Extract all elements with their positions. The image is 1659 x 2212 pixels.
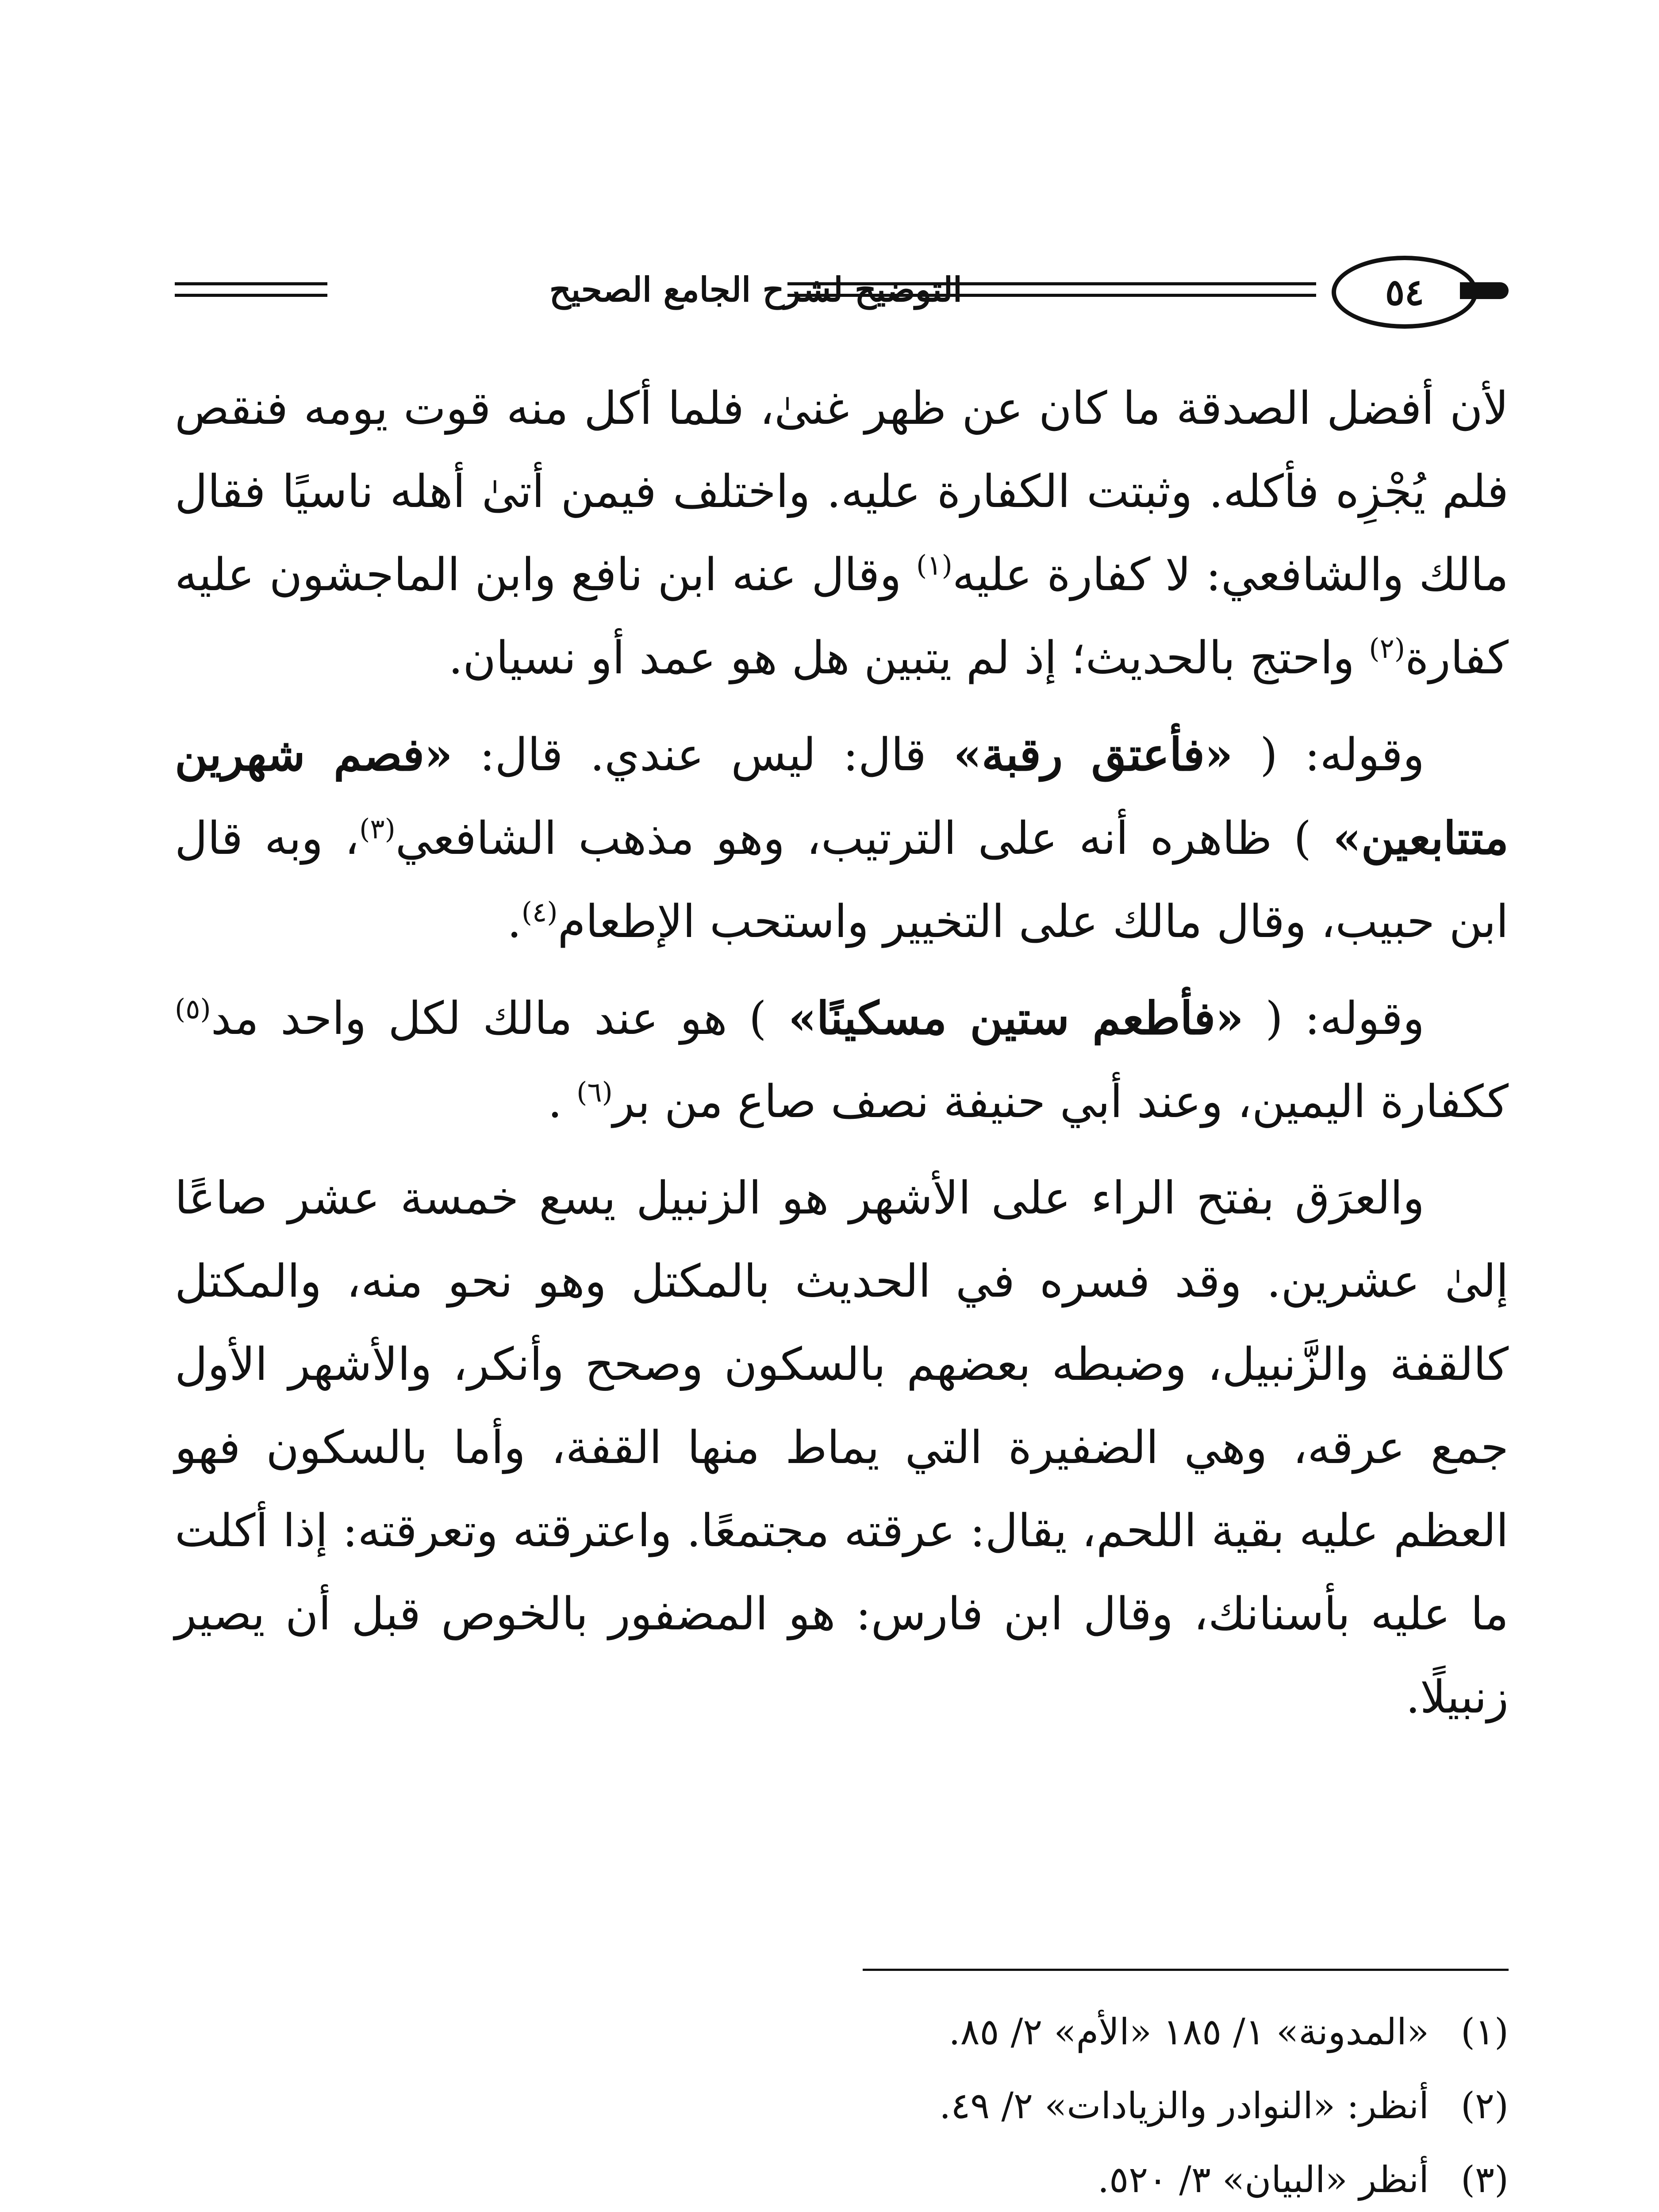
header-rule-middle-bottom <box>787 294 1316 297</box>
body-paragraph <box>175 713 1509 964</box>
body-text-run: وقوله: ( <box>1244 992 1425 1045</box>
footnote-text: أنظر «البيان» ٣/ ٥٢٠. <box>1097 2159 1429 2201</box>
body-text-run: ) هو عند مالك لكل واحد مد <box>211 992 788 1045</box>
body-text-run: وقوله: ( <box>1233 729 1425 781</box>
footnote-item <box>757 2143 1509 2212</box>
main-text <box>175 367 1509 1752</box>
footnote-marker: (٤) <box>521 896 558 928</box>
body-text-run: ) ظاهره أنه على الترتيب، وهو مذهب الشافعي <box>395 812 1333 865</box>
footnote-marker: (٣) <box>359 813 396 845</box>
body-text-run: لأن أفضل الصدقة ما كان عن ظهر غنىٰ، فلما أكل منه قوت يومه فنقص فلم يُجْزِه فأكله. وثبتت الكفارة عليه. واختلف فيمن أتىٰ أهله ناسيًا فقال مالك والشافعي: لا كفارة عليه <box>175 382 1509 601</box>
body-text-run: وقال عنه ابن نافع وابن الماجشون عليه كفارة <box>175 549 1509 684</box>
footnote-marker: (١) <box>916 549 952 581</box>
header-rule-middle-top <box>787 282 1316 285</box>
body-text-run: ، وبه قال ابن حبيب، وقال مالك على التخيير واستحب الإطعام <box>175 812 1509 948</box>
body-text-run: ككفارة اليمين، وعند أبي حنيفة نصف صاع من بر <box>612 1075 1509 1128</box>
body-text-run: واحتج بالحديث؛ إذ لم يتبين هل هو عمد أو نسيان. <box>448 632 1369 684</box>
footnote-text: أنظر: «النوادر والزيادات» ٢/ ٤٩. <box>939 2085 1429 2127</box>
footnotes <box>757 1995 1509 2212</box>
body-paragraph <box>175 977 1509 1144</box>
footnote-marker: (٥) <box>175 993 211 1025</box>
footnote-number: (٣) <box>1460 2159 1509 2201</box>
header-rule-left-bottom <box>175 294 327 297</box>
footnote-number: (١) <box>1460 2011 1509 2053</box>
footnote-item <box>757 2069 1509 2143</box>
body-text-run: . <box>548 1075 577 1128</box>
running-header <box>175 248 1509 341</box>
body-text-run: قال: ليس عندي. قال: <box>452 729 954 781</box>
footnote-text: «المدونة» ١/ ١٨٥ «الأم» ٢/ ٨٥. <box>949 2011 1429 2053</box>
body-paragraph <box>175 367 1509 700</box>
body-text-run: . <box>507 895 522 948</box>
body-paragraph <box>175 1157 1509 1739</box>
footnote-separator <box>863 1969 1509 1971</box>
hadith-quote: «فصم شهرين متتابعين» <box>175 728 1509 865</box>
hadith-quote: «فأطعم ستين مسكينًا» <box>788 992 1244 1045</box>
footnote-number: (٢) <box>1460 2085 1509 2127</box>
page-number: ٥٤ <box>1332 256 1478 329</box>
footnote-marker: (٢) <box>1369 632 1406 664</box>
footnote-marker: (٦) <box>576 1076 613 1108</box>
hadith-quote: «فأعتق رقبة» <box>953 728 1233 781</box>
book-title: التوضيح لشرح الجامع الصحيح <box>549 270 962 309</box>
footnote-item <box>757 1995 1509 2069</box>
header-rule-left-top <box>175 282 327 285</box>
body-text-run: والعرَق بفتح الراء على الأشهر هو الزنبيل يسع خمسة عشر صاعًا إلىٰ عشرين. وقد فسره في الحديث بالمكتل وهو نحو منه، والمكتل كالقفة والزَّنبيل، وضبطه بعضهم بالسكون وصحح وأنكر، والأشهر الأول جمع عرقه، وهي الضفيرة التي يماط منها القفة، وأما بالسكون فهو العظم عليه بقية اللحم، يقال: عرقته مجتمعًا. واعترقته وتعرقته: إذا أكلت ما عليه بأسنانك، وقال ابن فارس: هو المضفور بالخوص قبل أن يصير زنبيلًا. <box>175 1172 1509 1724</box>
